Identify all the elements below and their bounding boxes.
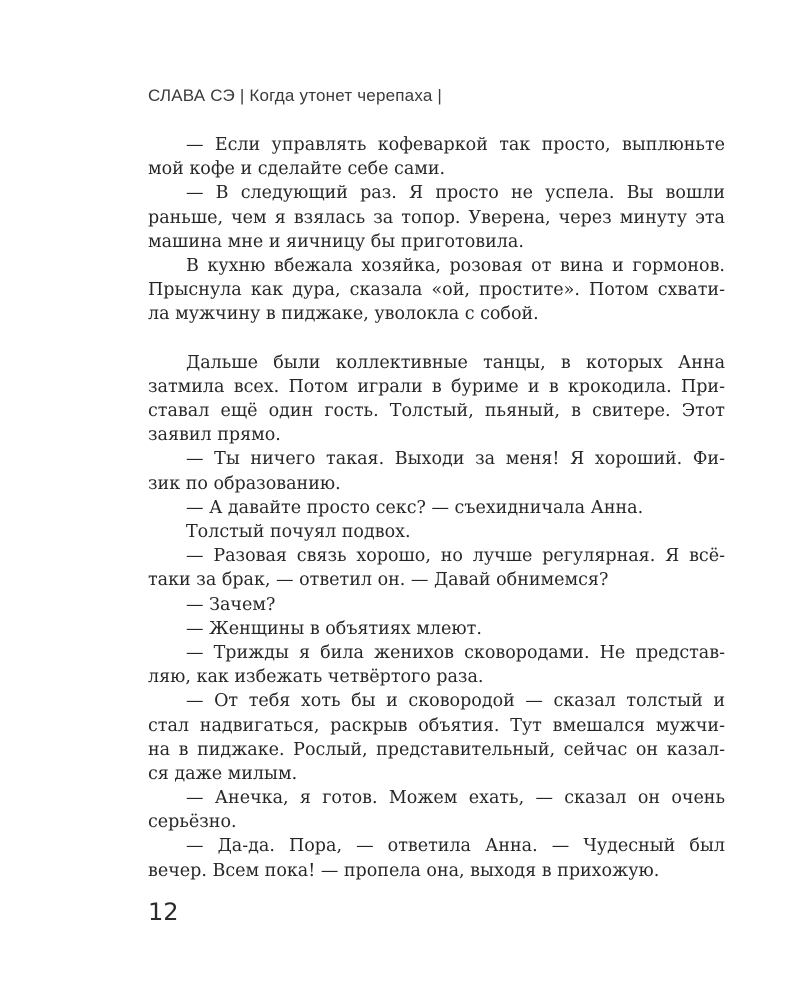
body-text bbox=[148, 133, 725, 883]
text-line: — Трижды я била женихов сковородами. Не представ- bbox=[186, 642, 725, 663]
text-line: раньше, чем я взялась за топор. Уверена, через минуту эта bbox=[148, 207, 725, 228]
text-line: мой кофе и сделайте себе сами. bbox=[148, 159, 446, 180]
text-line: таки за брак, — ответил он. — Давай обнимемся? bbox=[148, 570, 609, 591]
text-line: — Анечка, я готов. Можем ехать, — сказал он очень bbox=[186, 788, 725, 809]
text-line: зик по образованию. bbox=[148, 473, 341, 494]
text-line: — Женщины в объятиях млеют. bbox=[186, 618, 482, 639]
text-line: — От тебя хоть бы и сковородой — сказал толстый и bbox=[186, 691, 725, 712]
text-line: машина мне и яичницу бы приготовила. bbox=[148, 231, 524, 252]
text-line: заявил прямо. bbox=[148, 425, 281, 446]
text-line: В кухню вбежала хозяйка, розовая от вина и гормонов. bbox=[186, 255, 725, 276]
text-line: — Зачем? bbox=[186, 594, 276, 615]
text-line: стал надвигаться, раскрыв объятия. Тут вмешался мужчи- bbox=[148, 715, 725, 736]
text-line: — Разовая связь хорошо, но лучше регулярная. Я всё- bbox=[186, 546, 725, 567]
text-line: вечер. Всем пока! — пропела она, выходя в прихожую. bbox=[148, 860, 660, 881]
text-line: серьёзно. bbox=[148, 812, 237, 833]
page-number: 12 bbox=[148, 898, 179, 926]
text-line: ся даже милым. bbox=[148, 763, 298, 784]
text-line: Дальше были коллективные танцы, в которых Анна bbox=[186, 352, 725, 373]
section-break bbox=[148, 327, 725, 351]
text-line: Толстый почуял подвох. bbox=[186, 522, 411, 542]
text-line: ла мужчину в пиджаке, уволокла с собой. bbox=[148, 304, 539, 325]
text-line: Прыснула как дура, сказала «ой, простите». Потом схвати- bbox=[148, 280, 725, 301]
text-line: ляю, как избежать четвёртого раза. bbox=[148, 667, 484, 688]
text-line: — Если управлять кофеваркой так просто, выплюньте bbox=[186, 135, 725, 155]
text-line: — В следующий раз. Я просто не успела. Вы вошли bbox=[186, 183, 725, 204]
text-line: — А давайте просто секс? — съехидничала Анна. bbox=[186, 497, 644, 518]
text-line: ставал ещё один гость. Толстый, пьяный, в свитере. Этот bbox=[148, 401, 725, 422]
text-line: — Да-да. Пора, — ответила Анна. — Чудесный был bbox=[186, 836, 725, 857]
text-line: затмила всех. Потом играли в буриме и в крокодила. При- bbox=[148, 376, 725, 397]
running-head: СЛАВА СЭ | Когда утонет черепаха | bbox=[148, 86, 443, 105]
text-line: на в пиджаке. Рослый, представительный, сейчас он казал- bbox=[148, 739, 725, 760]
text-line: — Ты ничего такая. Выходи за меня! Я хороший. Фи- bbox=[186, 449, 725, 470]
